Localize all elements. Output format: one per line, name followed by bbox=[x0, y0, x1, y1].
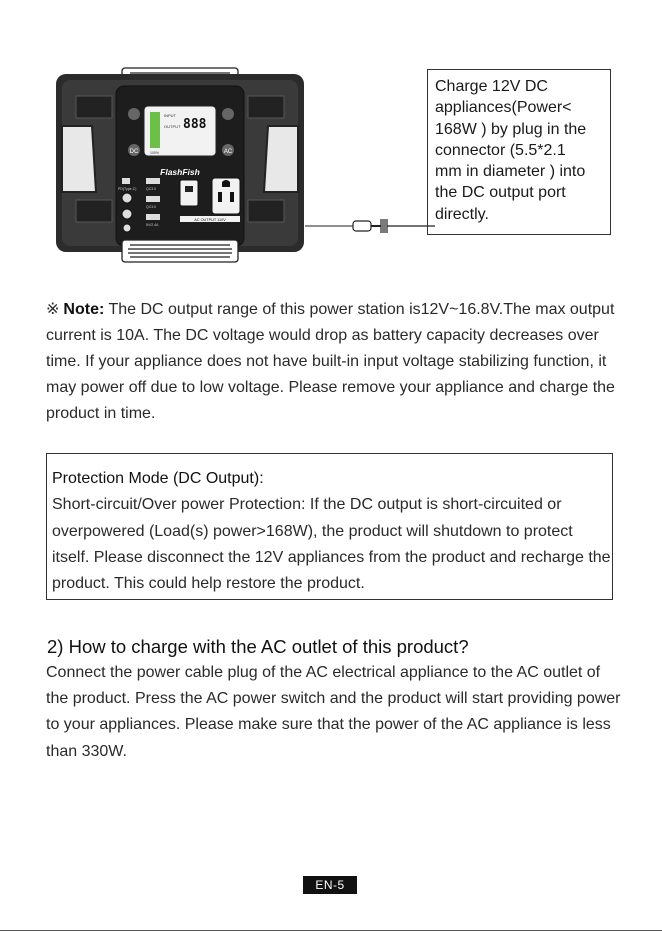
brand-logo: FlashFish bbox=[160, 167, 200, 177]
usb-label-2: QC3.0 bbox=[146, 205, 157, 209]
bottom-vent bbox=[122, 240, 238, 262]
battery-level-icon bbox=[150, 112, 160, 148]
usb-port-2 bbox=[146, 196, 160, 202]
callout-line: Charge 12V DC bbox=[435, 78, 548, 95]
callout-line: 168W ) by plug in the bbox=[435, 120, 587, 138]
callout-line: connector (5.5*2.1 bbox=[435, 141, 566, 159]
usb-label-1: QC3.0 bbox=[146, 187, 157, 191]
usb-port-1 bbox=[146, 178, 160, 184]
dc-charge-callout bbox=[427, 69, 611, 235]
light-button-icon bbox=[222, 108, 234, 120]
ac-switch bbox=[180, 180, 198, 206]
section-heading: 2) How to charge with the AC outlet of this product? bbox=[47, 636, 469, 657]
usb-label-3: 5V/2.4A bbox=[146, 223, 159, 227]
pd-port-label: PD(Type-C) bbox=[118, 187, 137, 191]
power-button-icon bbox=[128, 108, 140, 120]
usb-port-3 bbox=[146, 214, 160, 220]
protection-title: Protection Mode (DC Output): bbox=[52, 470, 264, 487]
lcd-output-label: OUTPUT bbox=[164, 124, 181, 129]
right-grip bbox=[264, 126, 298, 192]
dc-output-note bbox=[46, 297, 626, 427]
footer-rule bbox=[0, 930, 662, 931]
dc-button-label: DC bbox=[129, 149, 139, 155]
note-label: Note: bbox=[63, 301, 105, 318]
callout-line: mm in diameter ) into bbox=[435, 163, 586, 181]
note-mark-icon: ※ bbox=[46, 301, 60, 318]
protection-mode-box bbox=[46, 453, 613, 600]
dc-plug-icon bbox=[353, 221, 371, 231]
ac-button-label: AC bbox=[223, 149, 233, 155]
callout-line: the DC output port bbox=[435, 184, 566, 202]
lcd-percent: 100% bbox=[150, 151, 159, 155]
callout-line: directly. bbox=[435, 205, 489, 223]
note-text: The DC output range of this power station is12V~16.8V.The max output current is 10A. The DC voltage would drop as battery capacity decreases over time. If your appliance does not have built-in input voltage stabilizing function, it may power off due to low voltage. Please remove your appliance and charge the product in time. bbox=[46, 301, 615, 422]
section-body: Connect the power cable plug of the AC electrical appliance to the AC outlet of the product. Press the AC power switch and the product will start providing power to your appliances. Please make sure that the power of the AC appliance is less than 330W. bbox=[46, 664, 621, 760]
dc-output-port bbox=[122, 209, 132, 219]
callout-line: appliances(Power< bbox=[435, 99, 572, 117]
left-grip bbox=[62, 126, 96, 192]
ac-output-label: AC OUTPUT 110V bbox=[194, 218, 226, 222]
protection-text: Short-circuit/Over power Protection: If the DC output is short-circuited or overpowered (Load(s) power>168W), the product will shutdown to protect itself. Please disconnect the 12V appliances from the product and recharge the product. This could help restore the product. bbox=[52, 496, 611, 593]
lcd-digits: 888 bbox=[183, 117, 207, 132]
page-number-badge: EN-5 bbox=[303, 876, 357, 894]
dc-cable-illustration bbox=[305, 210, 435, 240]
power-station-illustration bbox=[52, 66, 308, 266]
lcd-input-label: INPUT bbox=[164, 113, 176, 118]
